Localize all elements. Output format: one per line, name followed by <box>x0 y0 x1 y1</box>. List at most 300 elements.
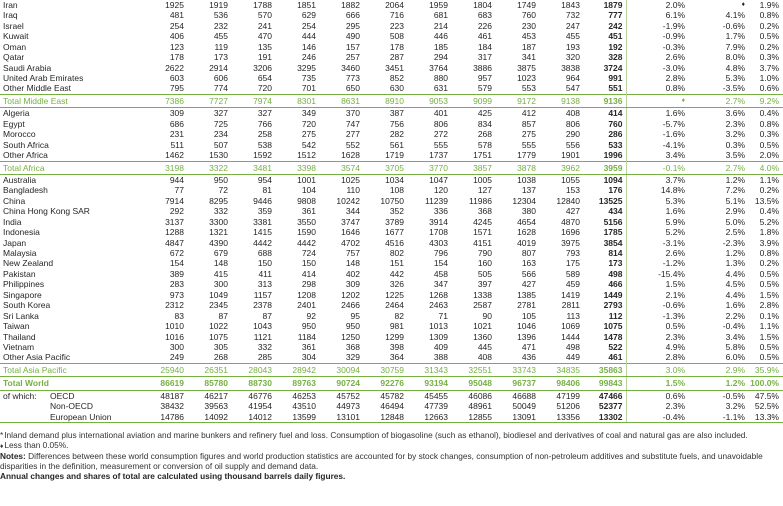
value-cell: 31343 <box>406 363 450 376</box>
value-cell: 1737 <box>429 150 448 161</box>
row-label: Oman <box>3 41 27 52</box>
value-cell: 336 <box>433 206 448 217</box>
row-label-cell <box>0 31 142 41</box>
percent-cell: 0.8% <box>759 10 779 21</box>
value-cell: 46688 <box>512 390 536 401</box>
percent-cell: 1.8% <box>759 227 779 238</box>
value-cell: 46253 <box>292 390 316 401</box>
value-cell: 542 <box>301 139 316 150</box>
value-cell: 814 <box>582 248 626 258</box>
value-cell: 4702 <box>341 237 360 248</box>
percent-cell: 5.1% <box>725 195 745 206</box>
value-cell: 3875 <box>517 62 536 73</box>
row-label-cell <box>0 161 142 174</box>
footnote-inland-demand <box>0 431 775 441</box>
value-cell: 150 <box>257 258 272 269</box>
value-cell: 277 <box>345 129 360 140</box>
percent-cell: 0.2% <box>759 20 779 31</box>
value-cell: 309 <box>169 108 184 119</box>
value-cell: 4245 <box>473 216 492 227</box>
percent-cell: 2.3% <box>665 401 685 412</box>
value-cell: 1696 <box>561 227 580 238</box>
row-label-cell <box>0 10 142 20</box>
row-label-cell <box>0 269 142 279</box>
value-cell: 795 <box>169 83 184 94</box>
percent-cell: 47.5% <box>754 390 779 401</box>
row-label: Iran <box>3 0 18 10</box>
percent-cell: 2.8% <box>665 73 685 84</box>
value-cell: 13302 <box>582 412 626 423</box>
value-cell: 578 <box>477 139 492 150</box>
value-cell: 332 <box>257 342 272 352</box>
value-cell: 507 <box>213 139 228 150</box>
value-cell: 352 <box>389 206 404 217</box>
asterisk-symbol: * <box>0 430 4 441</box>
value-cell: 3137 <box>165 216 184 227</box>
row-label: Sri Lanka <box>3 310 39 321</box>
percent-cell: 2.7% <box>687 94 747 107</box>
value-cell: 9138 <box>538 94 582 107</box>
value-cell: 1959 <box>429 0 448 10</box>
value-cell: 90 <box>482 310 492 321</box>
value-cell: 1046 <box>517 321 536 332</box>
value-cell: 389 <box>169 268 184 279</box>
value-cell: 313 <box>257 279 272 290</box>
row-label-cell <box>0 377 142 390</box>
row-label: Thailand <box>3 331 36 342</box>
value-cell: 12848 <box>362 412 406 423</box>
value-cell: 154 <box>169 258 184 269</box>
percent-cell: 1.6% <box>665 206 685 217</box>
row-label-cell <box>0 196 142 206</box>
value-cell: 13091 <box>494 412 538 423</box>
value-cell: 2378 <box>253 300 272 311</box>
value-cell: 1415 <box>253 227 272 238</box>
value-cell: 26351 <box>186 363 230 376</box>
value-cell: 603 <box>169 73 184 84</box>
value-cell: 10242 <box>336 195 360 206</box>
row-label: Qatar <box>3 52 25 63</box>
percent-cell: 0.8% <box>759 118 779 129</box>
row-label-cell <box>0 150 142 161</box>
value-cell: 414 <box>582 108 626 119</box>
percent-cell: -0.3% <box>662 41 685 52</box>
row-label-cell <box>0 185 142 195</box>
row-label-cell <box>0 238 142 248</box>
value-cell: 388 <box>433 352 448 363</box>
row-label-cell <box>0 108 142 119</box>
value-cell: 387 <box>389 108 404 119</box>
value-cell: 148 <box>345 258 360 269</box>
value-cell: 290 <box>565 129 580 140</box>
value-cell: 766 <box>257 118 272 129</box>
value-cell: 3381 <box>253 216 272 227</box>
value-cell: 1901 <box>561 150 580 161</box>
table-row-india <box>0 217 783 227</box>
table-row-sri-lanka <box>0 311 783 321</box>
row-label: Australia <box>3 174 37 185</box>
percent-cell: 8.0% <box>725 52 745 63</box>
value-cell: 13525 <box>582 196 626 206</box>
value-cell: 92 <box>306 310 316 321</box>
value-cell: 83 <box>174 310 184 321</box>
value-cell: 415 <box>213 268 228 279</box>
row-label-cell <box>0 52 142 62</box>
value-cell: 2793 <box>582 300 626 310</box>
row-label-cell <box>0 401 142 411</box>
value-cell: 268 <box>477 129 492 140</box>
value-cell: 760 <box>582 119 626 129</box>
value-cell: 187 <box>521 41 536 52</box>
value-cell: 505 <box>477 268 492 279</box>
value-cell: 551 <box>582 84 626 95</box>
percent-cell: 1.7% <box>725 31 745 42</box>
value-cell: 444 <box>301 31 316 42</box>
row-label: India <box>3 216 22 227</box>
value-cell: 223 <box>389 20 404 31</box>
value-cell: 1299 <box>385 331 404 342</box>
table-row-saudi-arabia <box>0 63 783 73</box>
value-cell: 8910 <box>362 94 406 107</box>
value-cell: 1879 <box>582 0 626 10</box>
percent-cell: -0.4% <box>626 412 687 423</box>
value-cell: 455 <box>565 31 580 42</box>
value-cell: 1385 <box>517 289 536 300</box>
percent-cell: 5.2% <box>759 216 779 227</box>
value-cell: 46217 <box>204 390 228 401</box>
value-cell: 1590 <box>297 227 316 238</box>
table-row-algeria <box>0 108 783 119</box>
percent-cell: -0.4% <box>722 321 745 332</box>
row-label-cell <box>0 342 142 352</box>
table-row-new-zealand <box>0 259 783 269</box>
value-cell: 7914 <box>165 195 184 206</box>
value-cell: 184 <box>477 41 492 52</box>
value-cell: 46776 <box>248 390 272 401</box>
percent-cell: 2.5% <box>725 227 745 238</box>
value-cell: 1075 <box>582 321 626 331</box>
value-cell: 427 <box>521 279 536 290</box>
percent-cell: 100.0% <box>747 377 783 390</box>
value-cell: 446 <box>433 31 448 42</box>
value-cell: 1360 <box>473 331 492 342</box>
value-cell: 1043 <box>253 321 272 332</box>
percent-cell: -1.9% <box>662 20 685 31</box>
value-cell: 409 <box>433 342 448 352</box>
percent-cell: 0.5% <box>759 352 779 363</box>
value-cell: 104 <box>301 185 316 196</box>
row-label-cell <box>0 412 142 423</box>
diamond-symbol-cell: ♦ <box>626 94 687 107</box>
value-cell: 4151 <box>473 237 492 248</box>
percent-cell: 0.5% <box>759 342 779 352</box>
footnote-less-than-text: Less than 0.05%. <box>4 439 69 450</box>
value-cell: 294 <box>433 52 448 63</box>
table-row-philippines <box>0 279 783 289</box>
percent-cell: 13.5% <box>754 195 779 206</box>
value-cell: 1396 <box>517 331 536 342</box>
table-row-other-middle-east <box>0 84 783 95</box>
value-cell: 834 <box>477 118 492 129</box>
value-cell: 964 <box>565 73 580 84</box>
value-cell: 553 <box>521 83 536 94</box>
value-cell: 1321 <box>209 227 228 238</box>
percent-cell: 3.7% <box>759 62 779 73</box>
value-cell: 1055 <box>561 174 580 185</box>
value-cell: 268 <box>213 352 228 363</box>
value-cell: 361 <box>301 342 316 352</box>
percent-cell: 4.4% <box>725 268 745 279</box>
value-cell: 533 <box>582 140 626 150</box>
footnote-annual-changes: Annual changes and shares of total are calculated using thousand barrels daily figures. <box>0 470 346 481</box>
value-cell: 793 <box>565 248 580 259</box>
table-row-vietnam <box>0 342 783 352</box>
percent-cell: 1.1% <box>759 174 779 185</box>
table-row-oman <box>0 42 783 52</box>
value-cell: 341 <box>521 52 536 63</box>
value-cell: 317 <box>477 52 492 63</box>
percent-cell: -1.3% <box>662 310 685 321</box>
row-label: Other Middle East <box>3 83 72 94</box>
percent-cell: 4.4% <box>725 289 745 300</box>
percent-cell: 0.4% <box>759 206 779 217</box>
percent-cell: 13.3% <box>747 412 783 423</box>
table-row-total-asia-pacific <box>0 363 783 376</box>
value-cell: 30094 <box>318 363 362 376</box>
value-cell: 1010 <box>165 321 184 332</box>
row-label-cell <box>0 390 142 401</box>
value-cell: 146 <box>301 41 316 52</box>
value-cell: 241 <box>257 20 272 31</box>
value-cell: 1250 <box>341 331 360 342</box>
value-cell: 344 <box>345 206 360 217</box>
percent-cell: -1.1% <box>687 412 747 423</box>
value-cell: 178 <box>389 41 404 52</box>
row-label-cell <box>0 84 142 95</box>
row-label: Total World <box>3 378 49 389</box>
table-row-iran <box>0 0 783 10</box>
row-label: South Korea <box>3 300 51 311</box>
percent-cell: 0.8% <box>759 248 779 259</box>
value-cell: 3724 <box>582 63 626 73</box>
percent-cell: 4.1% <box>725 10 745 21</box>
row-label: Total Middle East <box>3 95 68 106</box>
value-cell: 9099 <box>450 94 494 107</box>
percent-cell: 3.6% <box>725 108 745 119</box>
value-cell: 300 <box>213 279 228 290</box>
value-cell: 790 <box>477 248 492 259</box>
value-cell: 2463 <box>429 300 448 311</box>
value-cell: 579 <box>477 83 492 94</box>
value-cell: 47739 <box>424 401 448 412</box>
value-cell: 880 <box>433 73 448 84</box>
table-row-total-africa <box>0 161 783 174</box>
percent-cell: 2.1% <box>665 289 685 300</box>
value-cell: 85780 <box>186 377 230 390</box>
value-cell: 806 <box>565 118 580 129</box>
value-cell: 1804 <box>473 0 492 10</box>
value-cell: 246 <box>301 52 316 63</box>
notes-label: Notes: <box>0 450 26 461</box>
notes-text: Differences between these world consumption figures and world production statistics are accounted for by stock changes, consumption of non-petroleum additives and substitute fuels, and unavoidable disparities in the definition, measurement or conversion of oil supply and demand data. <box>0 450 763 471</box>
value-cell: 332 <box>213 206 228 217</box>
value-cell: 254 <box>301 20 316 31</box>
value-cell: 30759 <box>362 363 406 376</box>
table-row-bangladesh <box>0 185 783 195</box>
row-label-cell <box>0 175 142 186</box>
value-cell: 135 <box>257 41 272 52</box>
percent-cell: 3.2% <box>725 129 745 140</box>
percent-cell: 4.8% <box>725 62 745 73</box>
table-row-morocco <box>0 129 783 139</box>
value-cell: 434 <box>582 206 626 216</box>
value-cell: 411 <box>258 268 272 279</box>
table-row-south-korea <box>0 300 783 310</box>
value-cell: 3975 <box>561 237 580 248</box>
value-cell: 1478 <box>582 332 626 342</box>
value-cell: 470 <box>257 31 272 42</box>
value-cell: 1049 <box>209 289 228 300</box>
value-cell: 247 <box>565 20 580 31</box>
percent-cell: 1.6% <box>665 108 685 119</box>
value-cell: 458 <box>433 268 448 279</box>
row-label-cell <box>0 94 142 107</box>
value-cell: 287 <box>389 52 404 63</box>
value-cell: 1121 <box>253 331 272 342</box>
value-cell: 32551 <box>450 363 494 376</box>
value-cell: 110 <box>346 185 360 196</box>
value-cell: 4390 <box>209 237 228 248</box>
row-label: Non-OECD <box>50 401 93 412</box>
value-cell: 13599 <box>274 412 318 423</box>
value-cell: 2811 <box>561 300 580 311</box>
value-cell: 683 <box>477 10 492 21</box>
value-cell: 451 <box>582 31 626 41</box>
value-cell: 370 <box>345 108 360 119</box>
value-cell: 105 <box>521 310 536 321</box>
value-cell: 402 <box>345 268 360 279</box>
value-cell: 3838 <box>561 62 580 73</box>
value-cell: 8295 <box>209 195 228 206</box>
percent-cell: 3.4% <box>665 150 685 161</box>
value-cell: 3451 <box>385 62 404 73</box>
value-cell: 39563 <box>204 401 228 412</box>
value-cell: 747 <box>345 118 360 129</box>
table-row-qatar <box>0 52 783 62</box>
value-cell: 436 <box>521 352 536 363</box>
row-label: Total Asia Pacific <box>3 364 67 375</box>
value-cell: 756 <box>389 118 404 129</box>
value-cell: 153 <box>565 185 580 196</box>
value-cell: 48187 <box>160 390 184 401</box>
value-cell: 1016 <box>165 331 184 342</box>
row-label: OECD <box>50 390 75 401</box>
percent-cell: 0.6% <box>759 83 779 94</box>
value-cell: 292 <box>169 206 184 217</box>
row-label: Bangladesh <box>3 185 48 196</box>
value-cell: 1069 <box>561 321 580 332</box>
percent-cell: 5.3% <box>725 73 745 84</box>
value-cell: 173 <box>213 52 228 63</box>
value-cell: 13101 <box>318 412 362 423</box>
value-cell: 716 <box>389 10 404 21</box>
percent-cell: 52.5% <box>754 401 779 412</box>
value-cell: 1338 <box>473 289 492 300</box>
value-cell: 3789 <box>385 216 404 227</box>
percent-cell: -0.5% <box>722 390 745 401</box>
value-cell: 3295 <box>297 62 316 73</box>
value-cell: 38432 <box>160 401 184 412</box>
value-cell: 3747 <box>341 216 360 227</box>
row-label: New Zealand <box>3 258 54 269</box>
value-cell: 1925 <box>165 0 184 10</box>
value-cell: 1628 <box>517 227 536 238</box>
row-label-cell <box>0 206 142 216</box>
value-cell: 234 <box>213 129 228 140</box>
value-cell: 12304 <box>512 195 536 206</box>
value-cell: 71 <box>438 310 448 321</box>
value-cell: 555 <box>433 139 448 150</box>
value-cell: 1047 <box>429 174 448 185</box>
row-label: Pakistan <box>3 268 36 279</box>
percent-cell: 1.5% <box>759 331 779 342</box>
value-cell: 4442 <box>253 237 272 248</box>
value-cell: 1005 <box>473 174 492 185</box>
value-cell: 3914 <box>429 216 448 227</box>
value-cell: 123 <box>169 41 184 52</box>
value-cell: 51206 <box>556 401 580 412</box>
percent-cell: 2.6% <box>665 248 685 259</box>
percent-cell: -5.7% <box>662 118 685 129</box>
value-cell: 1157 <box>253 289 272 300</box>
value-cell: 466 <box>582 279 626 289</box>
value-cell: 1225 <box>385 289 404 300</box>
percent-cell: 2.3% <box>665 331 685 342</box>
value-cell: 98406 <box>538 377 582 390</box>
value-cell: 3481 <box>230 161 274 174</box>
value-cell: 4019 <box>517 237 536 248</box>
value-cell: 329 <box>345 352 360 363</box>
value-cell: 113 <box>566 310 580 321</box>
value-cell: 3705 <box>362 161 406 174</box>
value-cell: 445 <box>477 342 492 352</box>
percent-cell: 2.8% <box>665 352 685 363</box>
percent-cell: 3.5% <box>725 150 745 161</box>
value-cell: 802 <box>389 248 404 259</box>
percent-cell: 1.5% <box>759 289 779 300</box>
value-cell: 1708 <box>429 227 448 238</box>
value-cell: 34835 <box>538 363 582 376</box>
value-cell: 732 <box>565 10 580 21</box>
percent-cell: 4.5% <box>725 279 745 290</box>
value-cell: 13356 <box>538 412 582 423</box>
value-cell: 28043 <box>230 363 274 376</box>
percent-cell: 3.9% <box>759 237 779 248</box>
value-cell: 326 <box>389 279 404 290</box>
value-cell: 3886 <box>473 62 492 73</box>
row-label-cell <box>0 42 142 52</box>
percent-cell: 0.5% <box>759 139 779 150</box>
row-label: Philippines <box>3 279 45 290</box>
value-cell: 242 <box>582 21 626 31</box>
value-cell: 1512 <box>297 150 316 161</box>
value-cell: 3962 <box>538 161 582 174</box>
table-row-egypt <box>0 119 783 129</box>
percent-cell: 0.3% <box>759 52 779 63</box>
row-label: China Hong Kong SAR <box>3 206 90 217</box>
value-cell: 148 <box>213 258 228 269</box>
row-label: Other Asia Pacific <box>3 352 71 363</box>
